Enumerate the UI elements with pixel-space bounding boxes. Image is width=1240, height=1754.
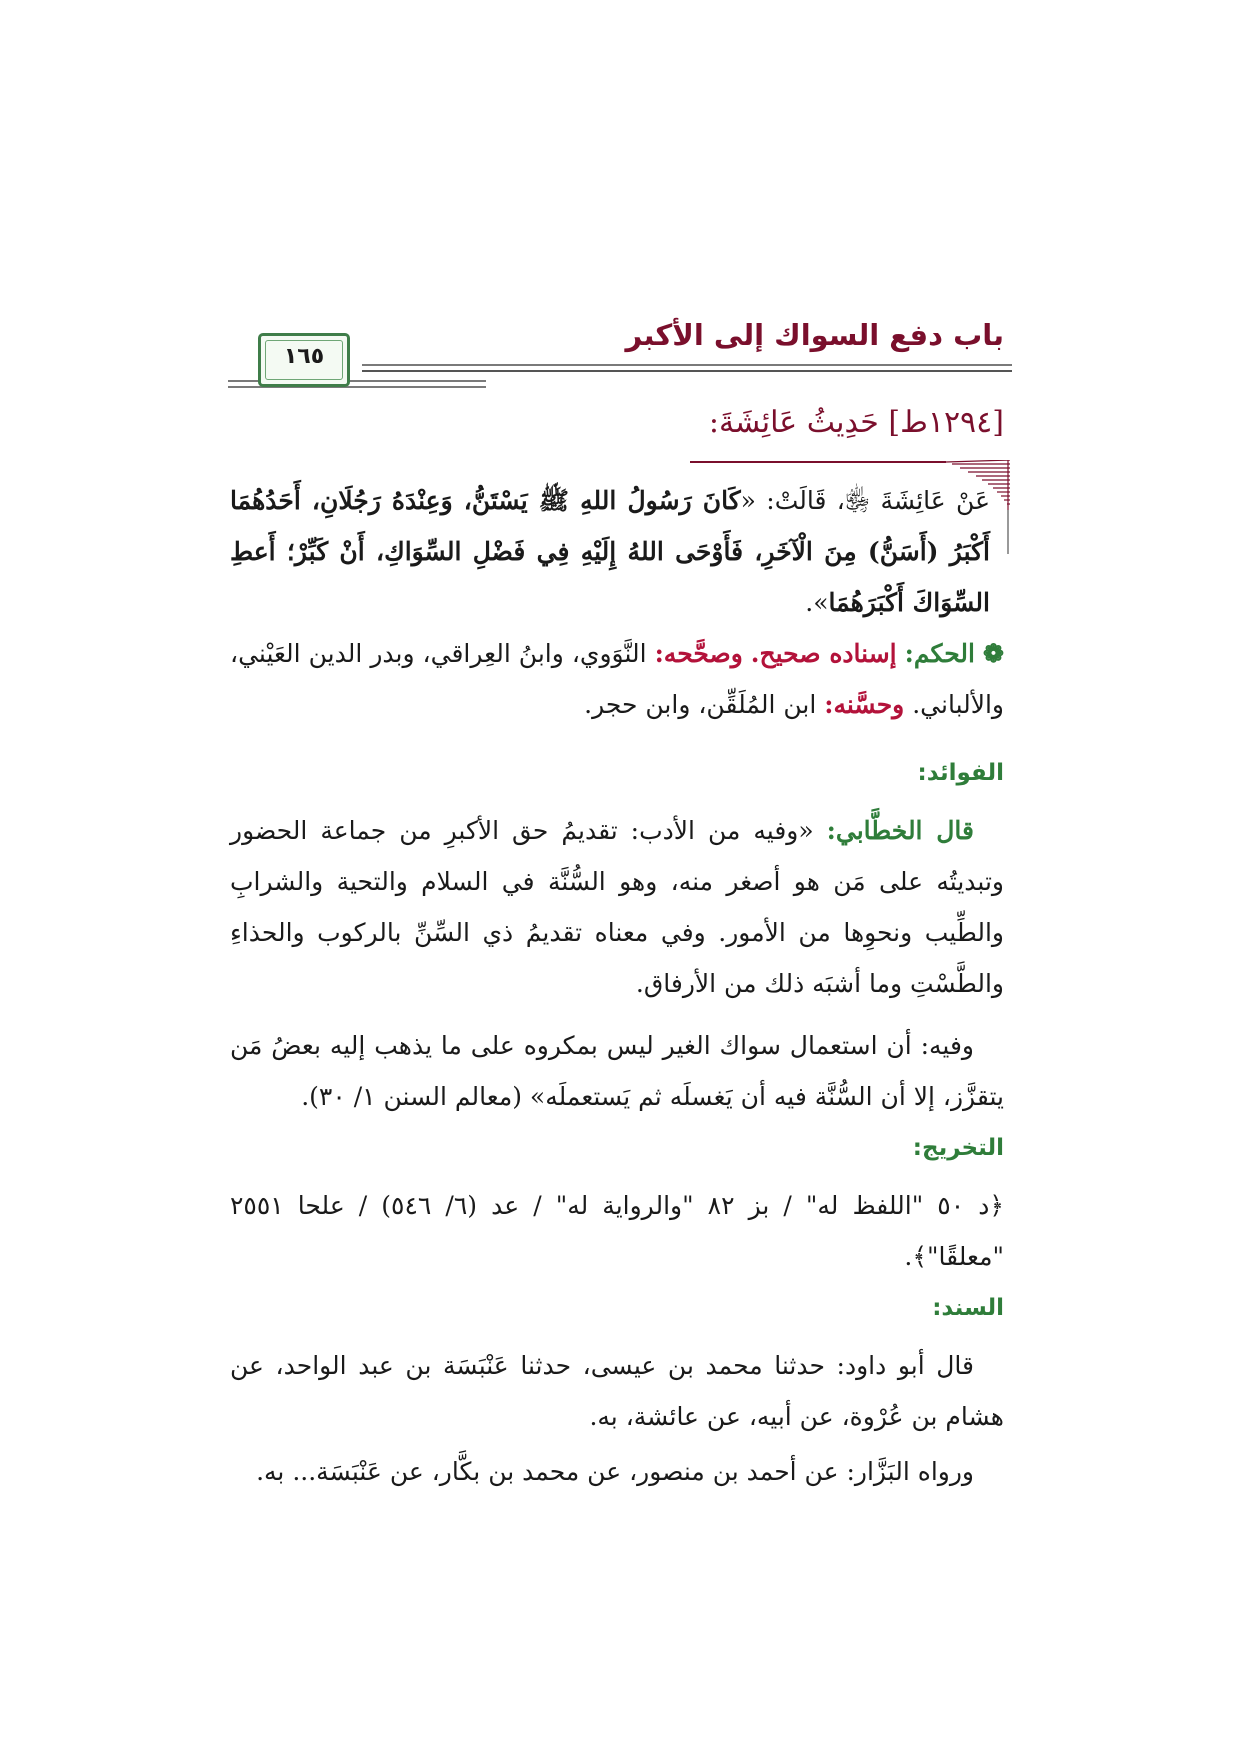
sanad-text-1: قال أبو داود: حدثنا محمد بن عيسى، حدثنا عَنْبَسَة بن عبد الواحد، عن هشام بن عُرْوة، عن أبيه، عن عائشة، به.	[230, 1351, 1004, 1431]
section-heading	[709, 405, 1004, 440]
fawaid-paragraph-2	[230, 1020, 1004, 1122]
takhrij-heading: التخريج:	[912, 1135, 1004, 1161]
hadith-side-rule	[1007, 510, 1009, 554]
ruling-paragraph	[230, 628, 1004, 730]
fawaid-paragraph-1	[230, 805, 1004, 1009]
hadith-intro: عَنْ عَائِشَةَ ﵂، قَالَتْ: «	[740, 486, 991, 515]
sahhahu-names: النَّوَوي، وابنُ العِراقي، وبدر الدين العَيْني، والألباني.	[230, 639, 1004, 719]
sanad-text-2: ورواه البَزَّار: عن أحمد بن منصور، عن محمد بن بكَّار، عن عَنْبَسَة... به.	[256, 1457, 974, 1486]
ruling-isnad: إسناده صحيح.	[750, 639, 897, 668]
hadith-matn: كَانَ رَسُولُ اللهِ ﷺ يَسْتَنُّ، وَعِنْدَهُ رَجُلَانِ، أَحَدُهُمَا أَكْبَرُ (أَسَنُّ) مِنَ الْآخَرِ، فَأَوْحَى اللهُ إِلَيْهِ فِي فَضْلِ السِّوَاكِ، أَنْ كَبِّرْ؛ أَعطِ السِّوَاكَ أَكْبَرَهُمَا	[230, 486, 990, 617]
ruling-icon: ❁	[983, 639, 1004, 668]
hassanahu-names: ابن المُلَقِّن، وابن حجر.	[584, 690, 817, 719]
hadith-top-rule	[690, 461, 946, 463]
sanad-paragraph-1	[230, 1340, 1004, 1442]
sahhahu-label: وصحَّحه:	[654, 639, 743, 668]
fawaid-heading: الفوائد:	[917, 760, 1004, 786]
header-rule	[362, 370, 1012, 372]
ruling-label: الحكم:	[904, 639, 975, 668]
takhrij-text: ﴿د ٥٠ "اللفظ له" / بز ٨٢ "والرواية له" / عد (٦/ ٥٤٦) / علحا ٢٥٥١ "معلقًا"﴾.	[230, 1191, 1004, 1271]
khattabi-label: قال الخطَّابي:	[826, 816, 974, 845]
hadith-number: [١٢٩٤ط]	[888, 405, 1004, 440]
khattabi-quote: «وفيه من الأدب: تقديمُ حق الأكبرِ من جماعة الحضور وتبديتُه على مَن هو أصغر منه، وهو السُّنَّة في السلام والتحية والشرابِ والطِّيب ونحوِها من الأمور. وفي معناه تقديمُ ذي السِّنِّ بالركوب والحذاءِ والطَّسْتِ وما أشبَه ذلك من الأرفاق.	[230, 816, 1004, 998]
hadith-outro: ».	[805, 588, 829, 617]
hadith-text	[230, 475, 990, 628]
fawaid-text-2: وفيه: أن استعمال سواك الغير ليس بمكروه على ما يذهب إليه بعضُ مَن يتقزَّز، إلا أن السُّنَّة فيه أن يَغسلَه ثم يَستعملَه» (معالم السنن ١/ ٣٠).	[230, 1031, 1004, 1111]
hassanahu-label: وحسَّنه:	[824, 690, 905, 719]
section-title: حَدِيثُ عَائِشَةَ:	[708, 405, 879, 440]
sanad-heading: السند:	[932, 1295, 1004, 1321]
header-rule	[362, 364, 1012, 366]
page-number: ١٦٥	[283, 344, 325, 369]
chapter-title: باب دفع السواك إلى الأكبر	[625, 318, 1004, 352]
sanad-paragraph-2	[230, 1446, 1004, 1497]
page-number-badge	[258, 333, 350, 387]
